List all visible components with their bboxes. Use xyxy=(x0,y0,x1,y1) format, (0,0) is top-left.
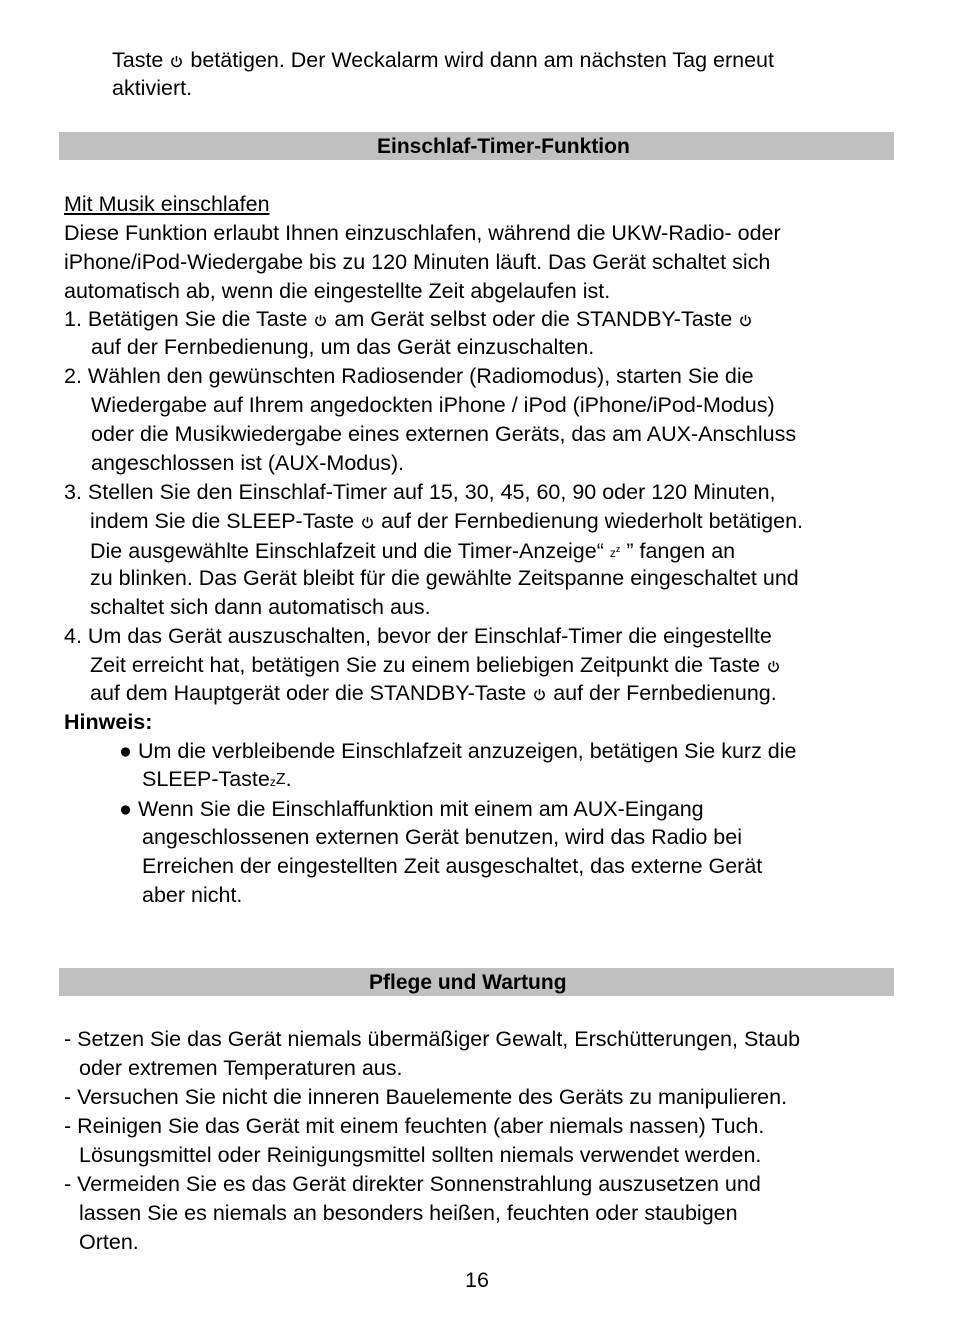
intro-line-2: aktiviert. xyxy=(112,76,193,100)
section-heading: Einschlaf-Timer-Funktion xyxy=(377,135,630,158)
step-3-line: zu blinken. Das Gerät bleibt für die gewählte Zeitspanne eingeschaltet und xyxy=(90,566,799,590)
note-item: ● Wenn Sie die Einschlaffunktion mit einem am AUX-Eingang xyxy=(119,797,704,821)
sleep-icon: zZ xyxy=(269,771,286,789)
step-4-line: 4. Um das Gerät auszuschalten, bevor der Einschlaf-Timer die eingestellte xyxy=(64,624,772,648)
power-icon xyxy=(314,314,327,327)
paragraph-line: Diese Funktion erlaubt Ihnen einzuschlafen, während die UKW-Radio- oder xyxy=(64,221,781,245)
care-item: lassen Sie es niemals an besonders heißen, feuchten oder staubigen xyxy=(79,1201,738,1225)
note-label: Hinweis: xyxy=(64,710,153,734)
step-3-line: indem Sie die SLEEP-Taste auf der Fernbedienung wiederholt betätigen. xyxy=(90,509,804,533)
page-number: 16 xyxy=(465,1268,489,1292)
step-4-line: Zeit erreicht hat, betätigen Sie zu einem beliebigen Zeitpunkt die Taste xyxy=(90,651,781,680)
power-icon xyxy=(739,314,752,327)
step-1-line: 1. Betätigen Sie die Taste am Gerät selbst oder die STANDBY-Taste xyxy=(64,305,753,334)
note-item: Erreichen der eingestellten Zeit ausgeschaltet, das externe Gerät xyxy=(142,854,763,878)
step-3-line: 3. Stellen Sie den Einschlaf-Timer auf 15, 30, 45, 60, 90 oder 120 Minuten, xyxy=(64,480,776,504)
care-item: - Setzen Sie das Gerät niemals übermäßiger Gewalt, Erschütterungen, Staub xyxy=(64,1027,801,1051)
care-item: - Vermeiden Sie es das Gerät direkter Sonnenstrahlung auszusetzen und xyxy=(64,1172,761,1196)
subheading: Mit Musik einschlafen xyxy=(64,192,270,216)
step-3-line: Die ausgewählte Einschlafzeit und die Timer-Anzeige“ $z^z$ ” fangen an xyxy=(90,539,736,563)
step-2-line: Wiedergabe auf Ihrem angedockten iPhone / iPod (iPhone/iPod-Modus) xyxy=(91,393,775,417)
power-icon xyxy=(533,688,546,701)
note-item: ● Um die verbleibende Einschlafzeit anzuzeigen, betätigen Sie kurz die xyxy=(119,739,797,763)
section-heading: Pflege und Wartung xyxy=(369,971,567,994)
care-item: - Reinigen Sie das Gerät mit einem feuchten (aber niemals nassen) Tuch. xyxy=(64,1114,765,1138)
care-item: Orten. xyxy=(79,1230,139,1254)
section-heading-bar xyxy=(59,132,894,160)
note-item: aber nicht. xyxy=(142,883,243,907)
care-item: Lösungsmittel oder Reinigungsmittel sollten niemals verwendet werden. xyxy=(79,1143,762,1167)
step-2-line: oder die Musikwiedergabe eines externen Geräts, das am AUX-Anschluss xyxy=(91,422,797,446)
paragraph-line: automatisch ab, wenn die eingestellte Zeit abgelaufen ist. xyxy=(64,279,611,303)
step-1-line: auf der Fernbedienung, um das Gerät einzuschalten. xyxy=(91,335,595,359)
step-4-line: auf dem Hauptgerät oder die STANDBY-Taste auf der Fernbedienung. xyxy=(90,681,777,705)
note-item: angeschlossenen externen Gerät benutzen, wird das Radio bei xyxy=(142,825,742,849)
power-icon xyxy=(361,516,374,529)
care-item: - Versuchen Sie nicht die inneren Bauelemente des Geräts zu manipulieren. xyxy=(64,1085,788,1109)
power-icon xyxy=(767,660,780,673)
sleep-icon: $z^z$ xyxy=(609,544,621,560)
step-2-line: 2. Wählen den gewünschten Radiosender (Radiomodus), starten Sie die xyxy=(64,364,754,388)
section-heading-bar xyxy=(59,968,894,996)
care-item: oder extremen Temperaturen aus. xyxy=(79,1056,403,1080)
intro-line-1: Taste betätigen. Der Weckalarm wird dann am nächsten Tag erneut xyxy=(112,48,774,72)
paragraph-line: iPhone/iPod-Wiedergabe bis zu 120 Minuten läuft. Das Gerät schaltet sich xyxy=(64,250,771,274)
note-item: SLEEP-TastezZ. xyxy=(142,767,292,791)
power-icon xyxy=(170,55,183,68)
step-3-line: schaltet sich dann automatisch aus. xyxy=(90,595,431,619)
step-2-line: angeschlossen ist (AUX-Modus). xyxy=(91,451,405,475)
